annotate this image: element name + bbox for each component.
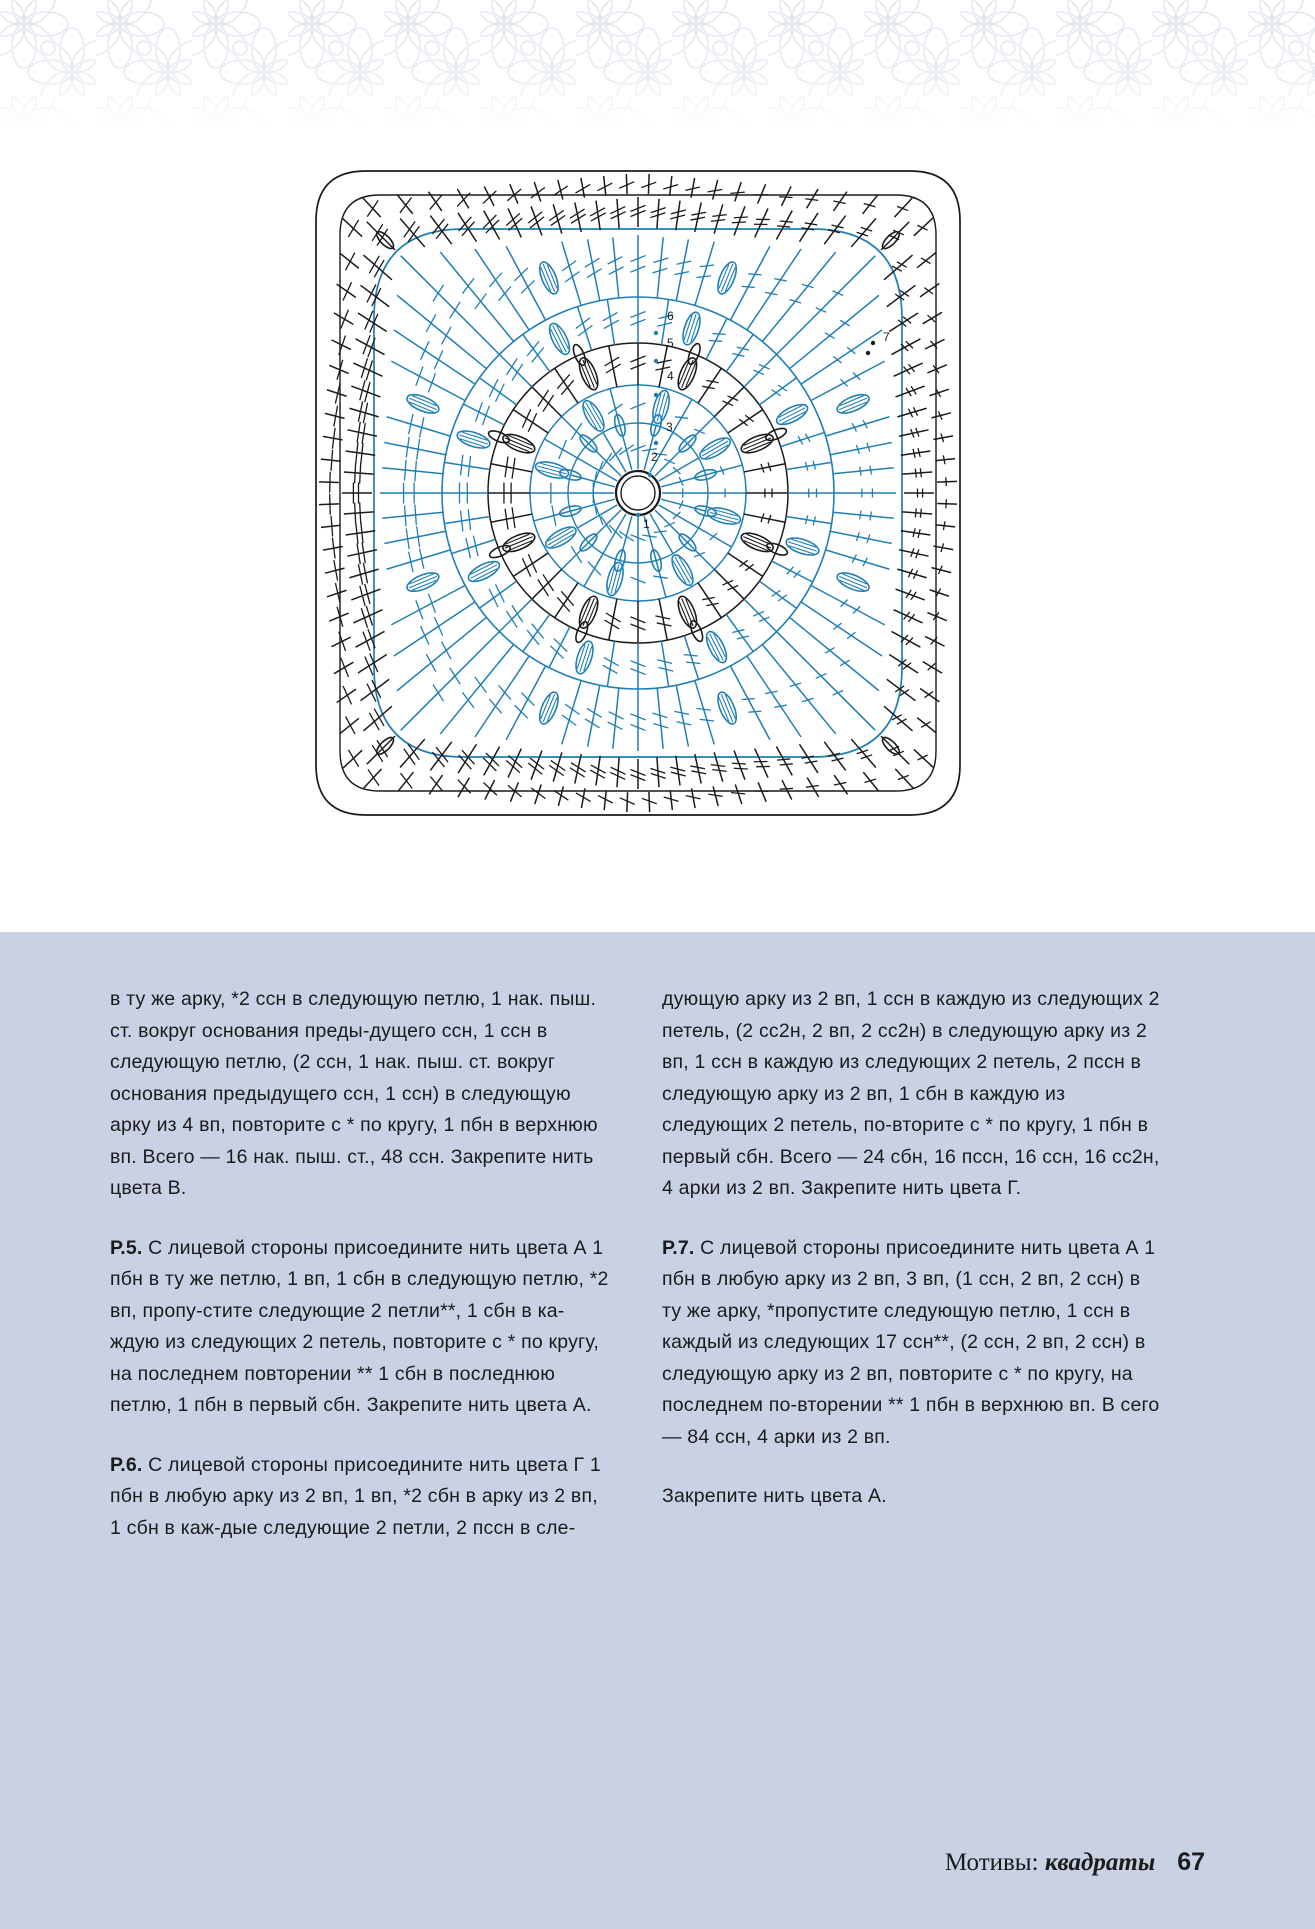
paragraph-fasten-off: Закрепите нить цвета А. bbox=[662, 1485, 887, 1507]
diagram-area bbox=[0, 128, 1315, 938]
round-label-6: 6 bbox=[667, 309, 674, 323]
round-label-2: 2 bbox=[651, 450, 658, 464]
paragraph-round-6-continuation: дующую арку из 2 вп, 1 ссн в каждую из следующих 2 петель, (2 сс2н, 2 вп, 2 сс2н) в следующую арку из 2 вп, 1 ссн в каждую из следующих 2 петель, 2 пссн в следующую арку из 2 вп, 1 сбн в каждую из следующих 2 петель, по-вторите с * по кругу, 1 пбн в первый сбн. Всего — 24 сбн, 16 пссн, 16 ссн, 16 сс2н, 4 арки из 2 вп. Закрепите нить цвета Г. bbox=[662, 988, 1160, 1199]
right-column bbox=[662, 984, 1162, 1544]
magic-ring-inner bbox=[621, 476, 655, 510]
paragraph-round-6: Р.6. С лицевой стороны присоедините нить цвета Г 1 пбн в любую арку из 2 вп, 1 вп, *2 сбн в арку из 2 вп, 1 сбн в каж-дые следующие 2 петли, 2 пссн в сле- bbox=[110, 1453, 601, 1539]
top-ornament-band bbox=[0, 0, 1315, 128]
round-label-1: 1 bbox=[643, 517, 650, 531]
round-label-4: 4 bbox=[667, 369, 674, 383]
instructions-panel bbox=[0, 932, 1315, 1929]
round-label-3: 3 bbox=[666, 420, 673, 434]
page-number: 67 bbox=[1177, 1848, 1205, 1876]
left-column bbox=[110, 984, 610, 1544]
section-title: Мотивы: квадраты bbox=[944, 1849, 1156, 1876]
crochet-chart bbox=[288, 143, 988, 843]
page-footer bbox=[945, 1848, 1205, 1877]
ornament-pattern bbox=[0, 0, 1315, 128]
round-label-7: 7 bbox=[883, 330, 890, 344]
round-label-5: 5 bbox=[667, 336, 674, 350]
crochet-chart-svg bbox=[288, 143, 988, 843]
magic-ring bbox=[616, 471, 660, 515]
two-column-text bbox=[110, 984, 1210, 1544]
paragraph-round-7: Р.7. С лицевой стороны присоедините нить цвета А 1 пбн в любую арку из 2 вп, 3 вп, (1 ссн, 2 вп, 2 ссн) в ту же арку, *пропустите следующую петлю, 1 ссн в каждый из следующих 17 ссн**, (2 ссн, 2 вп, 2 ссн) в следующую арку из 2 вп, повторите с * по кругу, на последнем по-вторении ** 1 пбн в верхнюю вп. В сего — 84 ссн, 4 арки из 2 вп. bbox=[662, 1236, 1160, 1448]
paragraph-round-5: Р.5. С лицевой стороны присоедините нить цвета А 1 пбн в ту же петлю, 1 вп, 1 сбн в следующую петлю, *2 вп, пропу-стите следующие 2 петли**, 1 сбн в ка-ждую из следующих 2 петель, повторите с * по кругу, на последнем повторении ** 1 сбн в последнюю петлю, 1 пбн в первый сбн. Закрепите нить цвета А. bbox=[110, 1236, 609, 1416]
paragraph-continuation: в ту же арку, *2 ссн в следующую петлю, 1 нак. пыш. ст. вокруг основания преды-дущего ссн, 1 ссн в следующую петлю, (2 ссн, 1 нак. пыш. ст. вокруг основания предыдущего ссн, 1 ссн) в следующую арку из 4 вп, повторите с * по кругу, 1 пбн в верхнюю вп. Всего — 16 нак. пыш. ст., 48 ссн. Закрепите нить цвета В. bbox=[110, 988, 598, 1199]
